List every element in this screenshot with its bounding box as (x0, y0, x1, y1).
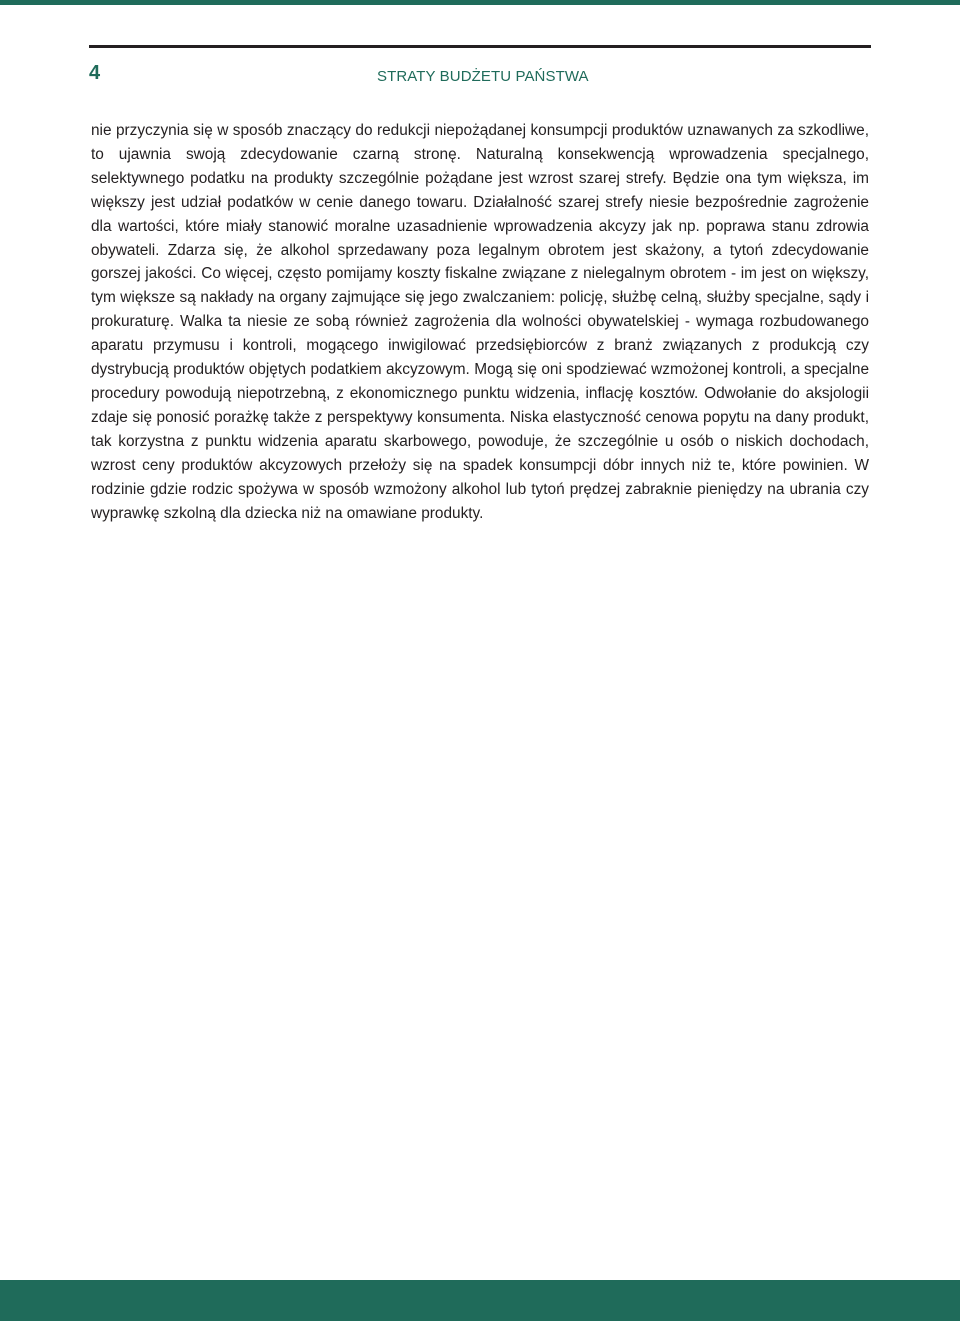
top-color-band (0, 0, 960, 5)
bottom-color-band (0, 1280, 960, 1321)
page-number: 4 (89, 62, 101, 84)
running-title: STRATY BUDŻETU PAŃSTWA (377, 68, 589, 85)
body-paragraph: nie przyczynia się w sposób znaczący do redukcji niepożądanej konsumpcji produktów uznawanych za szkodliwe, to ujawnia swoją zdecydowanie czarną stronę. Naturalną konsekwencją wprowadzenia specjalnego, selektywnego podatku na produkty szczególnie pożądane jest wzrost szarej strefy. Będzie ona tym większa, im większy jest udział podatków w cenie danego towaru. Działalność szarej strefy niesie bezpośrednie zagrożenie dla wartości, które miały stanowić moralne uzasadnienie wprowadzenia akcyzy jak np. poprawa stanu zdrowia obywateli. Zdarza się, że alkohol sprzedawany poza legalnym obrotem jest skażony, a tytoń zdecydowanie gorszej jakości. Co więcej, często pomijamy koszty fiskalne związane z nielegalnym obrotem - im jest on większy, tym większe są nakłady na organy zajmujące się jego zwalczaniem: policję, służbę celną, służby specjalne, sądy i prokuraturę. Walka ta niesie ze sobą również zagrożenia dla wolności obywatelskiej - wymaga rozbudowanego aparatu przymusu i kontroli, mogącego inwigilować przedsiębiorców z branż związanych z produkcją czy dystrybucją produktów objętych podatkiem akcyzowym. Mogą się oni spodziewać wzmożonej kontroli, a specjalne procedury powodują niepotrzebną, z ekonomicznego punktu widzenia, inflację kosztów. Odwołanie do aksjologii zdaje się ponosić porażkę także z perspektywy konsumenta. Niska elastyczność cenowa popytu na dany produkt, tak korzystna z punktu widzenia aparatu skarbowego, powoduje, że szczególnie u osób o niskich dochodach, wzrost ceny produktów akcyzowych przełoży się na spadek konsumpcji dóbr innych niż te, które powinien. W rodzinie gdzie rodzic spożywa w sposób wzmożony alkohol lub tytoń prędzej zabraknie pieniędzy na ubrania czy wyprawkę szkolną dla dziecka niż na omawiane produkty. (91, 122, 869, 522)
header-rule (89, 45, 871, 48)
